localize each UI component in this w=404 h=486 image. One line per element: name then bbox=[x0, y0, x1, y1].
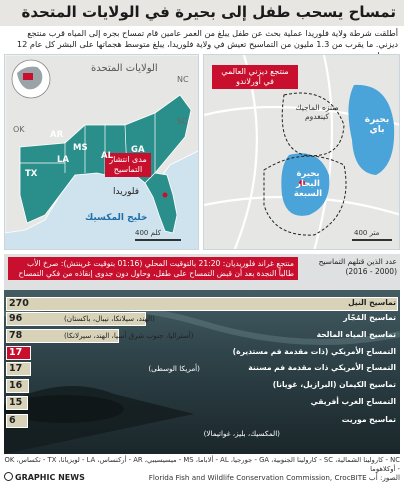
bar-sublabel: (المكسيك، بليز، غواتيمالا) bbox=[203, 429, 280, 438]
bar-fill bbox=[6, 297, 398, 311]
gulf-label: خليج المكسيك bbox=[85, 213, 148, 223]
florida-label: فلوريدا bbox=[113, 187, 140, 197]
bar-value: 15 bbox=[9, 397, 23, 408]
scale-bar-m bbox=[352, 239, 392, 241]
range-tag: مدى انتشار التماسيح bbox=[105, 153, 151, 177]
state-ga: GA bbox=[131, 145, 145, 155]
abbreviations: NC - كارولينا الشمالية، SC - كارولينا الجنوبية، GA - جورجيا، AL - ألاباما، MS - ميسيسيبي، AR - أركنساس، LA - لويزيانا، TX - تكساس، OK - أوكلاهوما bbox=[4, 456, 400, 473]
bar-label: التمساح الغرب أفريقي bbox=[310, 397, 396, 406]
resort-tag: منتجع ديزني العالمي في أورلاندو bbox=[212, 65, 298, 89]
bar-label: التمساح الأمريكي (ذات مقدمة فم مستديرة) bbox=[232, 347, 396, 356]
bar-label: تماسيح النيل bbox=[348, 298, 396, 307]
scale-label-km: 400 كلم bbox=[135, 229, 161, 237]
bar-sublabel: (أستراليا، جنوب شرق آسيا، الهند، سيرلانكا) bbox=[64, 331, 194, 340]
state-nc: NC bbox=[177, 75, 189, 84]
region-label: الولايات المتحدة bbox=[91, 63, 158, 74]
bar-label: تماسيح المُجّار bbox=[343, 313, 396, 322]
bar-value: 270 bbox=[9, 298, 29, 309]
orlando-marker bbox=[163, 193, 168, 198]
bar-row bbox=[4, 329, 400, 343]
disney-map bbox=[203, 54, 400, 250]
scale-label-m: 400 متر bbox=[354, 229, 380, 237]
bay-lake-label: بحيرة باي bbox=[364, 115, 390, 135]
brand-name: GRAPHIC NEWS bbox=[15, 473, 85, 482]
page-title: تمساح يسحب طفل إلى بحيرة في الولايات المتحدة bbox=[21, 3, 396, 21]
bar-row bbox=[4, 379, 400, 393]
park-label: منتزه الماجيك كينغدوم bbox=[295, 103, 339, 121]
state-ms: MS bbox=[73, 143, 88, 153]
bar-row bbox=[4, 312, 400, 326]
footer bbox=[4, 470, 400, 484]
maps-section bbox=[4, 54, 400, 250]
deaths-title: عدد الذين قتلهم التماسيح (2000 - 2016) bbox=[318, 257, 397, 276]
bar-value: 6 bbox=[9, 415, 16, 426]
bar-label: تماسيح المياه المالحة bbox=[316, 330, 396, 339]
alert-box: منتجع غراند فلوريديان: 21:20 بالتوقيت المحلي (01:16 بتوقيت غرينتش): صرخ الأب طالباً النجدة بعد أن قبض التمساح على طفل، وحاول دون جدوى إنقاذه من فكي التمساح bbox=[8, 257, 298, 280]
deaths-chart bbox=[4, 254, 400, 454]
state-sc: SC bbox=[177, 117, 188, 126]
bar-row bbox=[4, 362, 400, 376]
bar-row bbox=[4, 346, 400, 360]
brand-logo-icon bbox=[4, 472, 13, 481]
us-range-map bbox=[4, 54, 199, 250]
state-ok: OK bbox=[13, 125, 25, 134]
lede-text: أطلقت شرطة ولاية فلوريدا عملية بحث عن طفل يبلغ من العمر عامين قام تمساح بجره إلى المياه قرب منتجع ديزني. ما يقرب من 1.3 مليون من التماسيح تعيش في ولاية فلوريدا، يبلغ متوسط هجماتها على البشر كل عام 12 bbox=[16, 28, 398, 49]
state-la: LA bbox=[57, 155, 69, 165]
bar-row bbox=[4, 414, 400, 438]
bar-value: 96 bbox=[9, 313, 23, 324]
bar-value: 16 bbox=[9, 380, 23, 391]
state-ar: AR bbox=[50, 130, 64, 140]
scale-bar-km bbox=[135, 239, 181, 241]
state-tx: TX bbox=[25, 169, 38, 179]
bar-label: تماسيح موريت bbox=[341, 415, 396, 424]
bar-row bbox=[4, 297, 400, 311]
source-credit: الصور: أب Florida Fish and Wildlife Conservation Commission, CrocBITE bbox=[148, 473, 400, 482]
bar-row bbox=[4, 396, 400, 410]
bar-label: التمساح الأمريكي ذات مقدمة فم مسننة bbox=[248, 363, 396, 372]
bar-value: 17 bbox=[9, 347, 23, 358]
bar-sublabel: (الهند، سيلانكا، نيبال، باكستان) bbox=[64, 314, 155, 323]
bar-value: 17 bbox=[9, 363, 23, 374]
seven-seas-label: بحيرة البحار السبعة bbox=[293, 169, 323, 199]
bar-value: 78 bbox=[9, 330, 23, 341]
bar-label: تماسيح الكيمان (البرازيل، غويانا) bbox=[272, 380, 396, 389]
bar-sublabel: (أمريكا الوسطى) bbox=[148, 364, 200, 373]
state-al: AL bbox=[101, 151, 113, 161]
brand bbox=[4, 472, 85, 482]
